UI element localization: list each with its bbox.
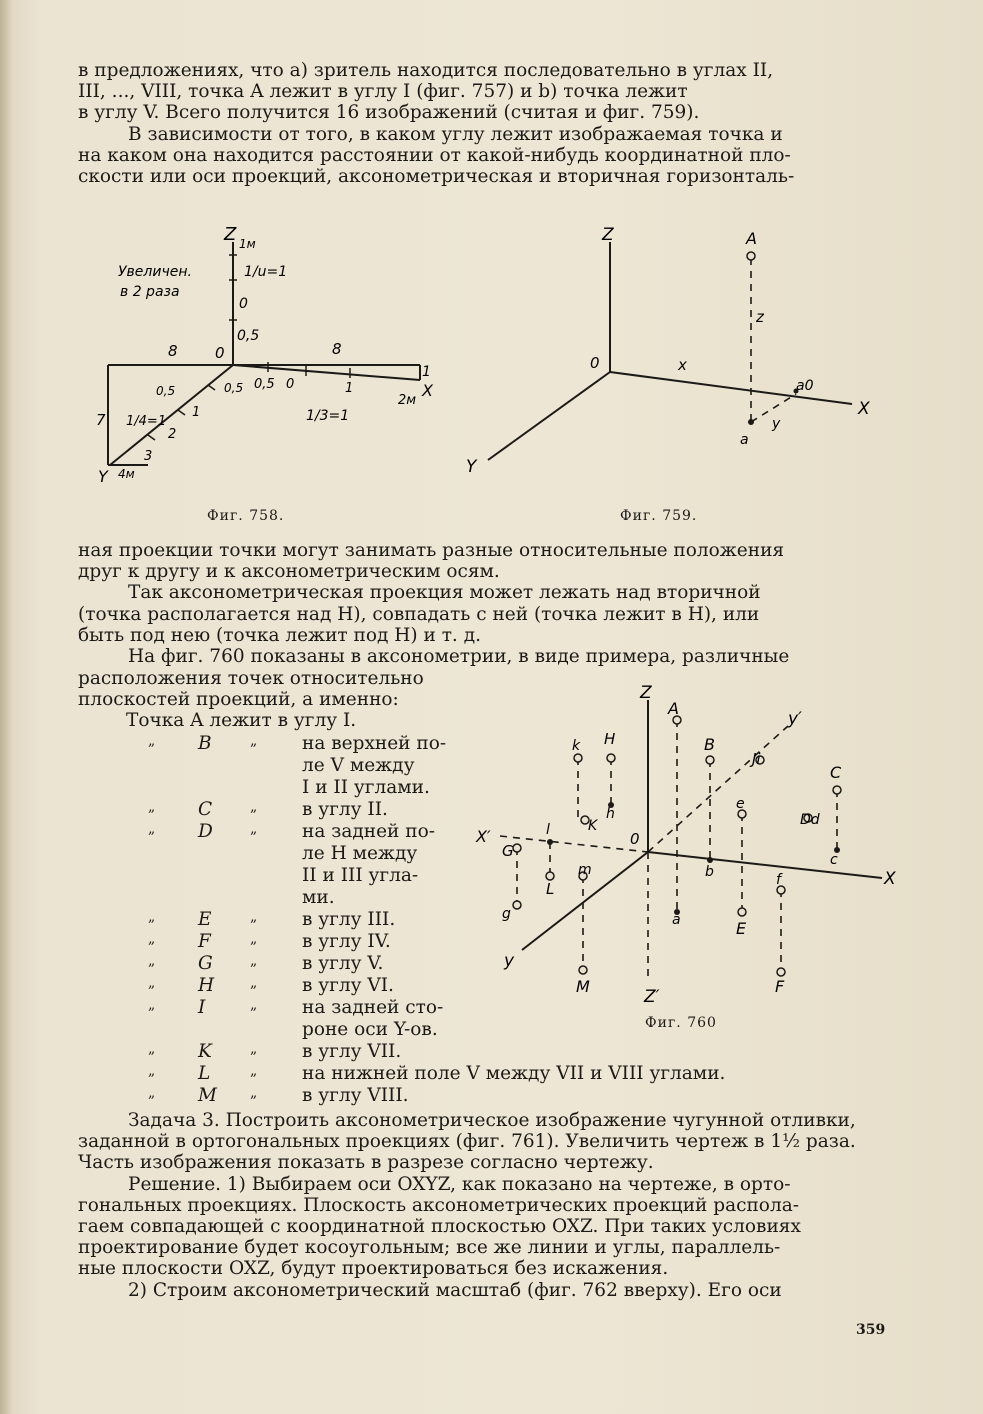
label-h: h xyxy=(606,806,615,822)
label-origin: 0 xyxy=(215,344,225,362)
label-frac-x: 1/3=1 xyxy=(306,408,350,424)
point-G xyxy=(513,844,521,852)
list-key: G xyxy=(198,953,213,974)
label-E: E xyxy=(736,919,747,938)
label-z: Z xyxy=(602,225,614,245)
label-origin: 0 xyxy=(630,830,640,848)
label-c: c xyxy=(830,852,838,868)
page-number: 359 xyxy=(856,1322,886,1338)
list-desc: I и II углами. xyxy=(302,777,430,798)
list-key: H xyxy=(198,975,215,996)
list-key: C xyxy=(198,799,213,820)
ditto-mark: „ xyxy=(250,799,258,815)
label-M: M xyxy=(576,977,590,996)
point-a-low xyxy=(748,419,754,425)
text-line: ные плоскости OXZ, будут проектироваться без искажения. xyxy=(78,1258,669,1280)
label-origin: 0 xyxy=(590,354,600,372)
label-a-low: a xyxy=(740,432,749,448)
list-desc: в углу VIII. xyxy=(302,1085,409,1106)
label-z: Z xyxy=(224,224,237,245)
figure-759 xyxy=(460,222,880,492)
list-desc: ле V между xyxy=(302,755,415,776)
text-line: в углу V. Всего получится 16 изображений (считая и фиг. 759). xyxy=(78,102,700,124)
list-desc: на задней по- xyxy=(302,821,435,842)
label-x: X xyxy=(858,399,870,419)
label-x-one: 1 xyxy=(345,381,354,396)
ditto-mark: „ xyxy=(148,1041,156,1057)
text-line: Так аксонометрическая проекция может лежать над вторичной xyxy=(128,582,761,604)
figure-759-drawing xyxy=(460,222,880,492)
label-m: m xyxy=(578,862,592,878)
text-line: заданной в ортогональных проекциях (фиг. 761). Увеличить чертеж в 1½ раза. xyxy=(78,1131,856,1153)
label-half-z: 0,5 xyxy=(237,328,260,344)
ditto-mark: „ xyxy=(250,821,258,837)
label-zero-z: 0 xyxy=(239,296,248,312)
point-M xyxy=(579,966,587,974)
text-line: расположения точек относительно xyxy=(78,668,424,689)
label-z-prime: Z′ xyxy=(644,987,660,1007)
label-F: F xyxy=(775,977,785,996)
label-y-dist: y xyxy=(772,416,781,432)
label-x: X xyxy=(884,869,896,889)
label-frac-z: 1/u=1 xyxy=(244,264,288,280)
x-axis xyxy=(610,372,852,404)
text-line: Решение. 1) Выбираем оси OXYZ, как показано на чертеже, в орто- xyxy=(128,1173,791,1195)
list-desc: ми. xyxy=(302,887,335,908)
ditto-mark: „ xyxy=(250,931,258,947)
figure-758-drawing xyxy=(88,220,458,510)
text-line: (точка располагается над H), совпадать с ней (точка лежит в H), или xyxy=(78,603,760,625)
text-line: ная проекции точки могут занимать разные относительные положения xyxy=(78,540,785,561)
label-K: K xyxy=(588,818,598,834)
label-C: C xyxy=(830,763,842,782)
label-y: y xyxy=(504,951,515,971)
point-E xyxy=(738,908,746,916)
list-desc: роне оси Y-ов. xyxy=(302,1019,438,1040)
ditto-mark: „ xyxy=(148,1085,156,1101)
text-line: 2) Строим аксонометрический масштаб (фиг. 762 вверху). Его оси xyxy=(128,1279,782,1301)
list-desc: в углу IV. xyxy=(302,931,391,952)
ditto-mark: „ xyxy=(148,997,156,1013)
text-line: III, ..., VIII, точка A лежит в углу I (фиг. 757) и b) точка лежит xyxy=(78,81,688,103)
x-prime-axis xyxy=(500,836,648,852)
ditto-mark: „ xyxy=(250,953,258,969)
text-line: Часть изображения показать в разрезе согласно чертежу. xyxy=(78,1152,654,1174)
label-y-prime: y′ xyxy=(788,709,802,729)
label-z-dist: z xyxy=(756,308,764,326)
point-k xyxy=(574,754,582,762)
label-a: A xyxy=(746,229,757,248)
label-D: Dd xyxy=(800,812,820,828)
ditto-mark: „ xyxy=(250,1063,258,1079)
text-line: плоскостей проекций, а именно: xyxy=(78,689,399,711)
paragraph-example-cont xyxy=(78,668,424,710)
label-e: e xyxy=(736,796,745,812)
label-a0: a0 xyxy=(796,378,814,394)
list-key: B xyxy=(198,733,212,754)
paragraph-projections xyxy=(78,540,904,667)
text-line: проектирование будет косоугольным; все же линии и углы, параллель- xyxy=(78,1237,781,1259)
label-seven: 7 xyxy=(96,411,106,429)
list-key: D xyxy=(198,821,213,842)
ditto-mark: „ xyxy=(250,1085,258,1101)
list-desc: в углу III. xyxy=(302,909,396,930)
label-I: Ji xyxy=(752,750,761,768)
label-l: l xyxy=(546,822,550,838)
page-spine-shadow xyxy=(0,0,14,1414)
label-b-left: 8 xyxy=(168,342,178,360)
label-x-dist: x xyxy=(678,356,687,374)
label-x-unit: 2м xyxy=(398,393,417,408)
label-L: L xyxy=(546,880,555,898)
label-z-unit: 1м xyxy=(239,237,256,251)
label-f: f xyxy=(776,872,781,888)
label-x-prime: X′ xyxy=(476,827,491,846)
label-x-half1: 0,5 xyxy=(224,381,244,395)
list-first-line: Точка A лежит в углу I. xyxy=(126,710,357,731)
ditto-mark: „ xyxy=(148,953,156,969)
caption-fig-760: Фиг. 760 xyxy=(645,1015,717,1031)
text-line: В зависимости от того, в каком углу лежит изображаемая точка и xyxy=(128,123,783,145)
label-k: k xyxy=(572,738,581,754)
ditto-mark: „ xyxy=(148,821,156,837)
label-x-half2: 0,5 xyxy=(254,377,275,392)
text-line: гаем совпадающей с координатной плоскостью OXZ. При таких условиях xyxy=(78,1216,801,1238)
list-key: E xyxy=(198,909,212,930)
note-twice: в 2 раза xyxy=(120,284,180,300)
point-C xyxy=(833,786,841,794)
text-line: на каком она находится расстоянии от какой-нибудь координатной пло- xyxy=(78,144,791,166)
point-F xyxy=(777,968,785,976)
list-desc: на верхней по- xyxy=(302,733,447,754)
paragraph-intro xyxy=(78,60,904,187)
text-line: Задача 3. Построить аксонометрическое изображение чугунной отливки, xyxy=(128,1110,856,1131)
label-G: G xyxy=(502,842,514,860)
list-desc: на нижней поле V между VII и VIII углами. xyxy=(302,1063,726,1084)
point-g xyxy=(513,901,521,909)
label-y-half: 0,5 xyxy=(156,384,176,398)
label-y3: 3 xyxy=(144,449,153,464)
label-b: b xyxy=(705,864,714,880)
ditto-mark: „ xyxy=(148,931,156,947)
ditto-mark: „ xyxy=(148,733,156,749)
list-key: L xyxy=(198,1063,211,1084)
label-y-unit: 4м xyxy=(118,467,135,481)
list-key: F xyxy=(198,931,211,952)
ditto-mark: „ xyxy=(250,997,258,1013)
ditto-mark: „ xyxy=(250,975,258,991)
label-H: H xyxy=(604,730,616,748)
label-y: Y xyxy=(466,457,477,477)
figure-760-drawing xyxy=(470,680,910,1020)
point-H xyxy=(607,754,615,762)
ditto-mark: „ xyxy=(148,909,156,925)
list-desc: в углу II. xyxy=(302,799,388,820)
label-y2: 2 xyxy=(168,427,177,442)
y-tick xyxy=(208,385,215,390)
text-line: На фиг. 760 показаны в аксонометрии, в виде примера, различные xyxy=(128,646,790,668)
ditto-mark: „ xyxy=(148,1063,156,1079)
ditto-mark: „ xyxy=(250,909,258,925)
label-A: A xyxy=(668,699,679,718)
label-frac-y: 1/4=1 xyxy=(126,414,167,429)
label-g: g xyxy=(502,906,511,922)
label-a: a xyxy=(672,912,681,928)
point-a xyxy=(747,252,755,260)
list-key: M xyxy=(198,1085,217,1106)
list-desc: в углу VI. xyxy=(302,975,394,996)
ditto-mark: „ xyxy=(250,733,258,749)
point-L xyxy=(546,872,554,880)
text-line: гональных проекциях. Плоскость аксонометрических проекций распола- xyxy=(78,1194,799,1216)
figure-760 xyxy=(470,680,910,1020)
paragraph-task xyxy=(78,1110,904,1301)
label-B: B xyxy=(704,735,715,754)
x-axis xyxy=(648,852,882,878)
ditto-mark: „ xyxy=(250,1041,258,1057)
y-axis xyxy=(488,372,610,460)
list-key: K xyxy=(198,1041,212,1062)
list-desc: на задней сто- xyxy=(302,997,444,1018)
y-tick xyxy=(148,435,155,440)
note-enlarged: Увеличен. xyxy=(118,264,192,280)
point-B xyxy=(706,756,714,764)
text-line: скости или оси проекций, аксонометрическая и вторичная горизонталь- xyxy=(78,166,795,188)
text-line: быть под нею (точка лежит под H) и т. д. xyxy=(78,624,481,646)
ditto-mark: „ xyxy=(148,975,156,991)
ditto-mark: „ xyxy=(148,799,156,815)
list-desc: в углу VII. xyxy=(302,1041,402,1062)
point-l xyxy=(547,839,553,845)
label-y: Y xyxy=(98,467,108,486)
label-z: Z xyxy=(640,683,652,703)
text-line: друг к другу и к аксонометрическим осям. xyxy=(78,561,500,583)
list-desc: в углу V. xyxy=(302,953,384,974)
point-b xyxy=(707,857,713,863)
caption-fig-758: Фиг. 758. xyxy=(207,508,285,524)
label-b-right: 8 xyxy=(332,340,342,358)
label-one-x: 1 xyxy=(422,364,431,380)
list-desc: ле H между xyxy=(302,843,418,864)
caption-fig-759: Фиг. 759. xyxy=(620,508,698,524)
list-key: I xyxy=(198,997,206,1018)
y-tick xyxy=(178,410,185,415)
label-x-zero: 0 xyxy=(286,377,295,392)
list-desc: II и III угла- xyxy=(302,865,419,886)
label-x: X xyxy=(422,381,433,400)
figure-758 xyxy=(88,220,458,510)
text-line: в предложениях, что а) зритель находится последовательно в углах II, xyxy=(78,60,774,81)
y-prime-axis xyxy=(648,726,788,852)
label-y1: 1 xyxy=(192,405,201,420)
